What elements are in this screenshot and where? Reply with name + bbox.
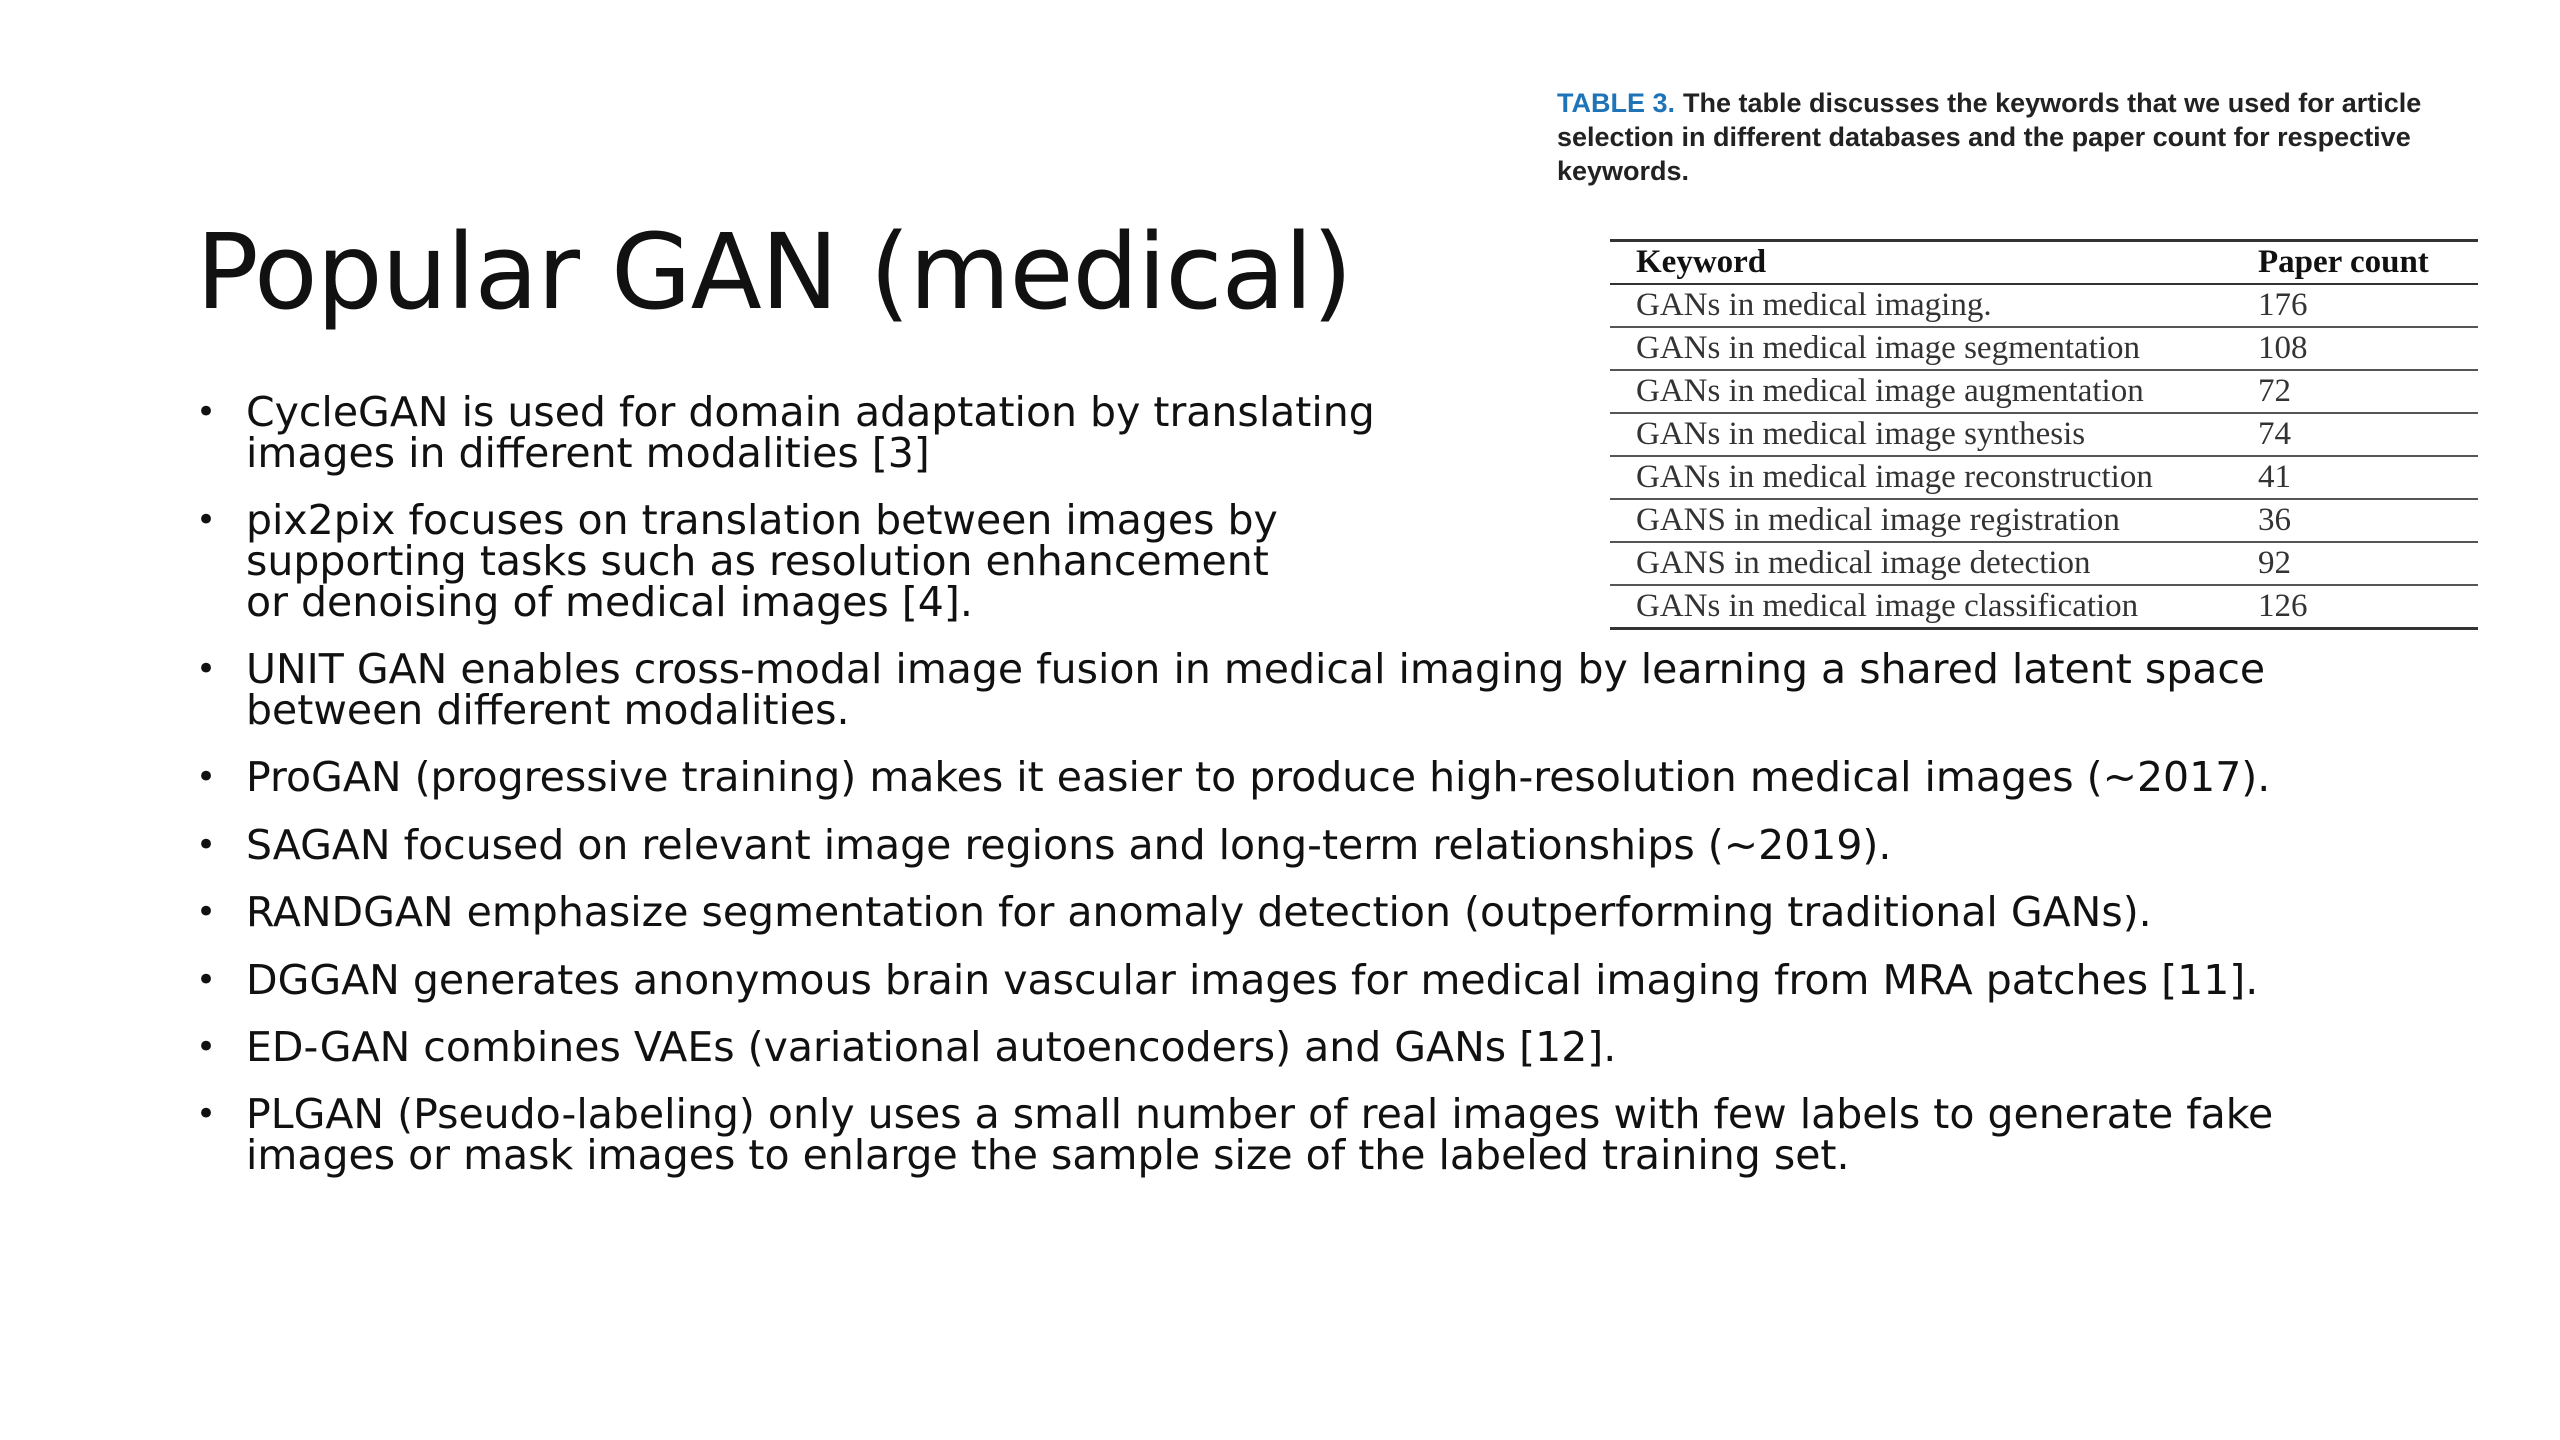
row-keyword: GANs in medical imaging. — [1636, 287, 1992, 323]
bullet-dot-icon: • — [196, 892, 217, 932]
row-paper-count: 36 — [2258, 502, 2291, 538]
bullet-text: DGGAN generates anonymous brain vascular images for medical imaging from MRA patches [11]. — [246, 956, 2259, 1004]
table-caption-label: TABLE 3. — [1557, 88, 1676, 118]
bullet-text: UNIT GAN enables cross-modal image fusion in medical imaging by learning a shared latent space between different modalities. — [246, 645, 2266, 734]
bullet-text: RANDGAN emphasize segmentation for anomaly detection (outperforming traditional GANs). — [246, 888, 2152, 936]
header-paper-count: Paper count — [2258, 244, 2429, 280]
row-keyword: GANs in medical image augmentation — [1636, 373, 2144, 409]
bullet-item-dggan — [196, 956, 2496, 1004]
bullet-dot-icon: • — [196, 649, 217, 689]
row-keyword: GANS in medical image detection — [1636, 545, 2091, 581]
bullet-dot-icon: • — [196, 757, 217, 797]
row-keyword: GANs in medical image reconstruction — [1636, 459, 2153, 495]
bullet-item-progan — [196, 753, 2496, 801]
bullet-item-sagan — [196, 821, 2496, 869]
bullet-text: SAGAN focused on relevant image regions and long-term relationships (~2019). — [246, 821, 1892, 869]
row-paper-count: 176 — [2258, 287, 2308, 323]
row-paper-count: 72 — [2258, 373, 2291, 409]
slide-title: Popular GAN (medical) — [196, 210, 1352, 333]
bullet-text: PLGAN (Pseudo-labeling) only uses a small number of real images with few labels to generate fake images or mask images to enlarge the sample size of the labeled training set. — [246, 1090, 2274, 1179]
header-keyword: Keyword — [1636, 244, 1767, 280]
table-caption-text: The table discusses the keywords that we used for article selection in different databases and the paper count for respective keywords. — [1557, 88, 2422, 186]
bullet-dot-icon: • — [196, 392, 217, 432]
row-paper-count: 41 — [2258, 459, 2291, 495]
bullet-text: pix2pix focuses on translation between images by supporting tasks such as resolution enhancement or denoising of medical images [4]. — [246, 496, 1278, 626]
row-keyword: GANs in medical image classification — [1636, 588, 2139, 624]
bullet-item-ed-gan — [196, 1023, 2496, 1071]
row-paper-count: 92 — [2258, 545, 2291, 581]
bullet-text: ED-GAN combines VAEs (variational autoencoders) and GANs [12]. — [246, 1023, 1617, 1071]
bullet-dot-icon: • — [196, 960, 217, 1000]
bullet-dot-icon: • — [196, 500, 217, 540]
bullet-dot-icon: • — [196, 1027, 217, 1067]
row-paper-count: 74 — [2258, 416, 2291, 452]
bullet-item-cyclegan — [196, 388, 1396, 477]
bullet-text: ProGAN (progressive training) makes it easier to produce high-resolution medical images (~2017). — [246, 753, 2271, 801]
bullet-item-pix2pix — [196, 496, 1316, 626]
row-keyword: GANs in medical image segmentation — [1636, 330, 2141, 366]
bullet-dot-icon: • — [196, 825, 217, 865]
bullet-item-randgan — [196, 888, 2496, 936]
row-keyword: GANS in medical image registration — [1636, 502, 2120, 538]
bullet-item-plgan — [196, 1090, 2346, 1179]
bullet-item-unit-gan — [196, 645, 2346, 734]
row-paper-count: 108 — [2258, 330, 2308, 366]
row-paper-count: 126 — [2258, 588, 2308, 624]
bullet-text: CycleGAN is used for domain adaptation by translating images in different modalities [3] — [246, 388, 1375, 477]
bullet-dot-icon: • — [196, 1094, 217, 1134]
row-keyword: GANs in medical image synthesis — [1636, 416, 2086, 452]
